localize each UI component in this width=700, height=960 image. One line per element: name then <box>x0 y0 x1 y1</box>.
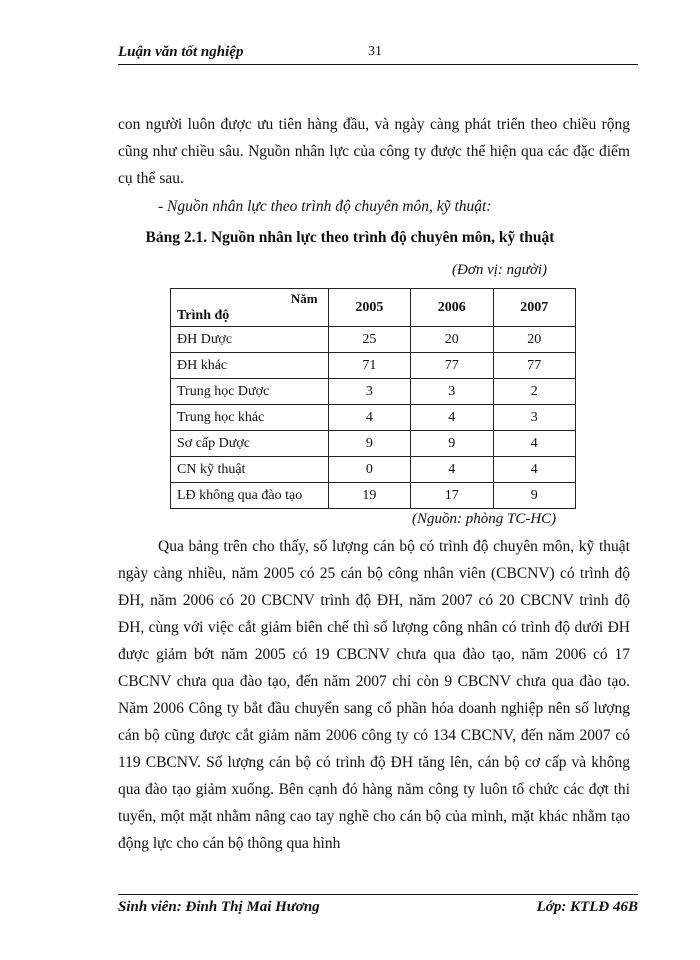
table-header-row <box>171 289 576 327</box>
header-rule <box>118 64 638 65</box>
table-row <box>171 483 576 509</box>
row-label: Trung học khác <box>171 405 329 431</box>
year-header: 2007 <box>493 289 576 327</box>
table-row <box>171 405 576 431</box>
staff-table <box>170 288 576 509</box>
row-label: ĐH Dược <box>171 327 329 353</box>
table-row <box>171 379 576 405</box>
cell-value: 4 <box>493 431 576 457</box>
cell-value: 20 <box>493 327 576 353</box>
cell-value: 25 <box>328 327 410 353</box>
corner-year-label: Năm <box>290 291 318 306</box>
table-row <box>171 353 576 379</box>
cell-value: 4 <box>493 457 576 483</box>
bullet-line: - Nguồn nhân lực theo trình độ chuyên môn, kỹ thuật: <box>158 198 492 215</box>
intro-paragraph: con người luôn được ưu tiên hàng đầu, và ngày càng phát triển theo chiều rộng cũng như chiều sâu. Nguồn nhân lực của công ty được thể hiện qua các đặc điểm cụ thể sau. <box>118 116 630 187</box>
row-label: ĐH khác <box>171 353 329 379</box>
table-row <box>171 457 576 483</box>
table-source: (Nguồn: phòng TC-HC) <box>412 511 557 527</box>
row-label: Sơ cấp Dược <box>171 431 329 457</box>
page-number: 31 <box>368 44 382 59</box>
page-header <box>118 44 638 66</box>
row-label: CN kỹ thuật <box>171 457 329 483</box>
cell-value: 77 <box>411 353 493 379</box>
cell-value: 4 <box>328 405 410 431</box>
cell-value: 9 <box>328 431 410 457</box>
table-row <box>171 431 576 457</box>
table-corner-cell <box>171 289 329 327</box>
row-label: LĐ không qua đào tạo <box>171 483 329 509</box>
table-unit: (Đơn vị: người) <box>452 262 548 278</box>
cell-value: 4 <box>411 405 493 431</box>
year-header: 2005 <box>328 289 410 327</box>
footer-student: Sinh viên: Đinh Thị Mai Hương <box>118 899 320 915</box>
cell-value: 20 <box>411 327 493 353</box>
year-header: 2006 <box>411 289 493 327</box>
table-caption: Bảng 2.1. Nguồn nhân lực theo trình độ chuyên môn, kỹ thuật <box>145 229 555 246</box>
analysis-paragraph: Qua bảng trên cho thấy, số lượng cán bộ có trình độ chuyên môn, kỹ thuật ngày càng nhiều, năm 2005 có 25 cán bộ công nhân viên (CBCNV) có trình độ ĐH, năm 2006 có 20 CBCNV trình độ ĐH, năm 2007 có 20 CBCNV trình độ ĐH, cùng với việc cắt giảm biên chế thì số lượng công nhân có trình độ dưới ĐH được giảm bớt năm 2005 có 19 CBCNV chưa qua đào tạo, năm 2006 có 17 CBCNV chưa qua đào tạo, đến năm 2007 chỉ còn 9 CBCNV chưa qua đào tạo. Năm 2006 Công ty bắt đầu chuyển sang cổ phần hóa doanh nghiệp nên số lượng cán bộ cũng được cắt giảm năm 2006 công ty có 134 CBCNV, đến năm 2007 có 119 CBCNV. Số lượng cán bộ có trình độ ĐH tăng lên, cán bộ cơ cấp và không qua đào tạo giảm xuống. Bên cạnh đó hàng năm công ty luôn tổ chức các đợt thi tuyển, một mặt nhằm nâng cao tay nghề cho cán bộ của mình, mặt khác nhằm tạo động lực cho cán bộ thông qua hình <box>118 538 630 852</box>
cell-value: 3 <box>328 379 410 405</box>
cell-value: 3 <box>411 379 493 405</box>
cell-value: 71 <box>328 353 410 379</box>
cell-value: 9 <box>411 431 493 457</box>
cell-value: 2 <box>493 379 576 405</box>
page-footer <box>118 894 638 918</box>
cell-value: 9 <box>493 483 576 509</box>
cell-value: 19 <box>328 483 410 509</box>
row-label: Trung học Dược <box>171 379 329 405</box>
cell-value: 0 <box>328 457 410 483</box>
footer-rule <box>118 894 638 895</box>
cell-value: 77 <box>493 353 576 379</box>
cell-value: 4 <box>411 457 493 483</box>
footer-class: Lớp: KTLĐ 46B <box>536 899 638 915</box>
table-row <box>171 327 576 353</box>
cell-value: 3 <box>493 405 576 431</box>
header-title: Luận văn tốt nghiệp <box>118 44 244 60</box>
corner-level-label: Trình độ <box>177 308 230 323</box>
cell-value: 17 <box>411 483 493 509</box>
